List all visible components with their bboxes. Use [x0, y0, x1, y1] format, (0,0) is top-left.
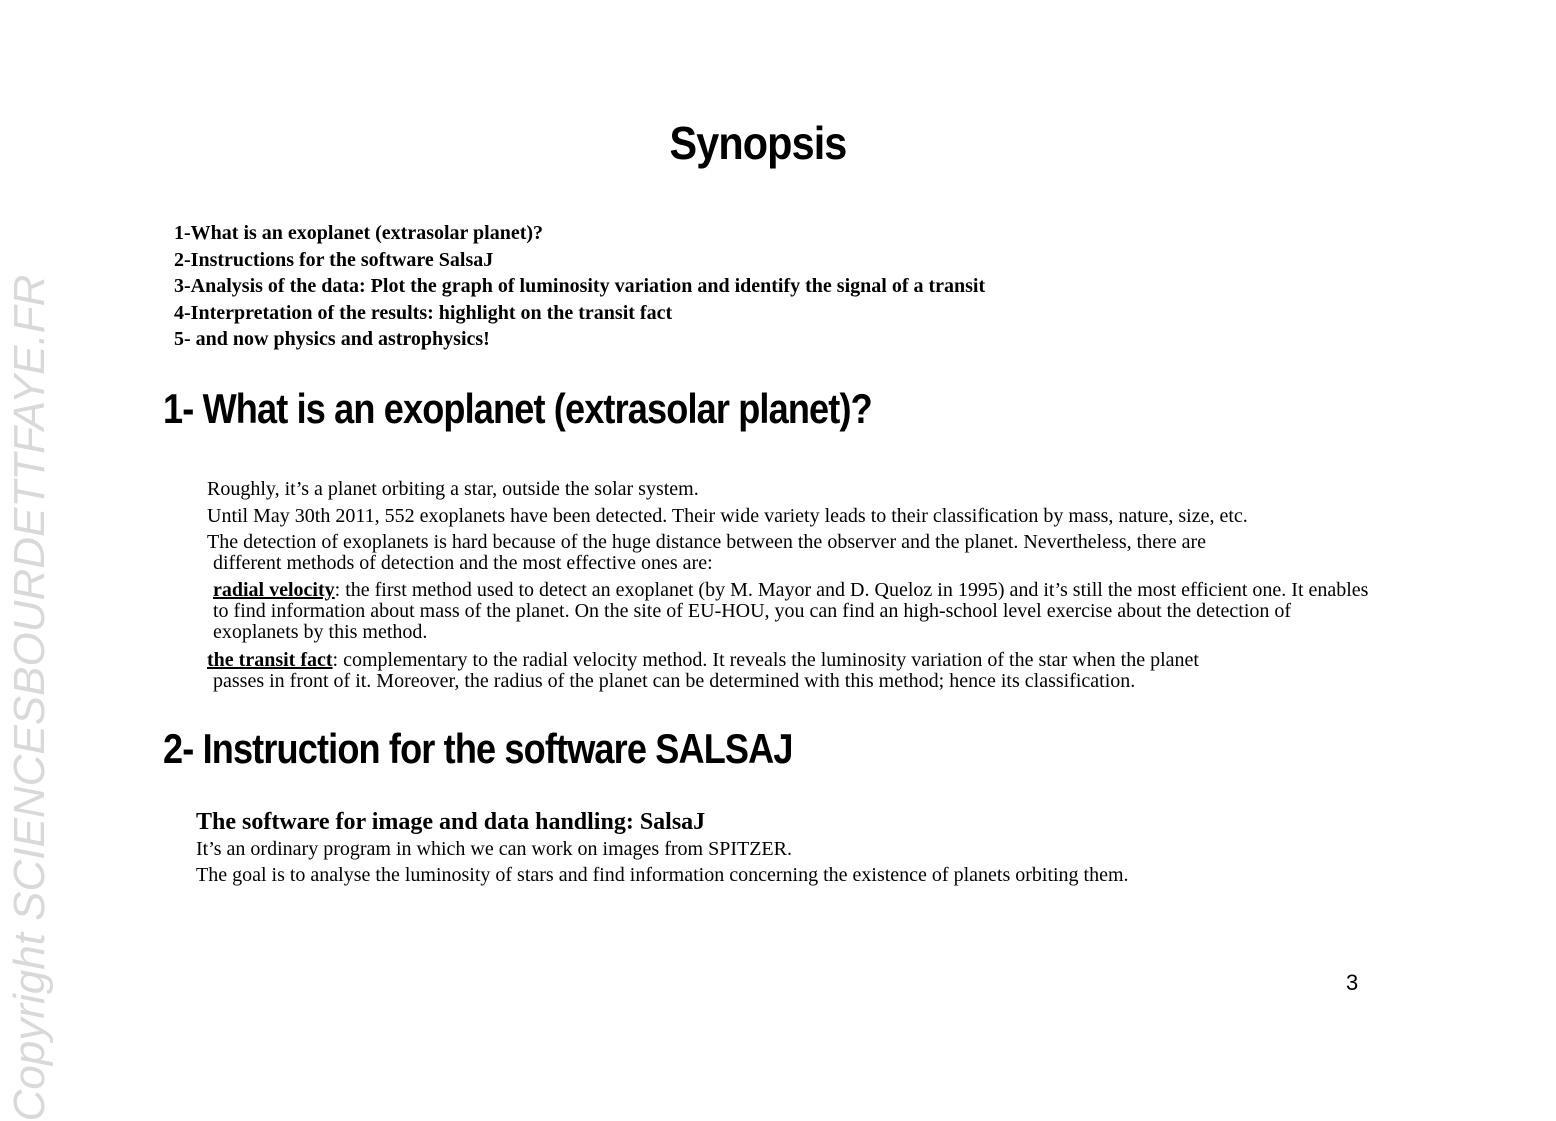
section1-paragraph: Until May 30th 2011, 552 exoplanets have been detected. Their wide variety leads to their classification by mass, nature, size, etc. — [207, 505, 1248, 527]
section2-heading: 2- Instruction for the software SALSAJ — [163, 725, 793, 772]
section1-paragraph: Roughly, it’s a planet orbiting a star, outside the solar system. — [207, 478, 699, 500]
section2-paragraph: The goal is to analyse the luminosity of stars and find information concerning the existence of planets orbiting them. — [196, 864, 1129, 886]
method-radial-velocity — [213, 580, 1373, 643]
method-description: : the first method used to detect an exoplanet (by M. Mayor and D. Queloz in 1995) and it’s still the most efficient one. It enables to find information about mass of the planet. On the site of EU-HOU, you can find an high-school level exercise about the detection of exoplanets by this method. — [213, 579, 1369, 643]
synopsis-item: 1-What is an exoplanet (extrasolar planet)? — [174, 222, 544, 244]
section1-paragraph — [207, 532, 1377, 574]
synopsis-item: 3-Analysis of the data: Plot the graph of luminosity variation and identify the signal of a transit — [174, 275, 986, 298]
page-number: 3 — [1346, 970, 1359, 995]
synopsis-list — [174, 220, 985, 353]
copyright-watermark: Copyright SCIENCESBOURDETTFAYE.FR — [5, 274, 54, 1121]
synopsis-item: 5- and now physics and astrophysics! — [174, 328, 490, 351]
section2-paragraph: It’s an ordinary program in which we can work on images from SPITZER. — [196, 838, 792, 860]
section1-heading: 1- What is an exoplanet (extrasolar planet)? — [163, 385, 872, 432]
method-description-continued: passes in front of it. Moreover, the radius of the planet can be determined with this method; hence its classification. — [213, 670, 1136, 692]
method-term: the transit fact — [207, 649, 333, 671]
section1-paragraph-line: The detection of exoplanets is hard because of the huge distance between the observer and the planet. Nevertheless, there are — [207, 531, 1207, 553]
method-description: : complementary to the radial velocity method. It reveals the luminosity variation of the star when the planet — [332, 649, 1199, 671]
method-term: radial velocity — [213, 579, 335, 601]
page-title: Synopsis — [669, 116, 847, 169]
software-subheading: The software for image and data handling: SalsaJ — [196, 809, 706, 835]
synopsis-item: 2-Instructions for the software SalsaJ — [174, 248, 494, 271]
method-transit — [207, 650, 1377, 692]
section1-paragraph-line: different methods of detection and the most effective ones are: — [213, 552, 713, 574]
synopsis-item: 4-Interpretation of the results: highlight on the transit fact — [174, 301, 673, 324]
method-line — [207, 650, 1377, 671]
